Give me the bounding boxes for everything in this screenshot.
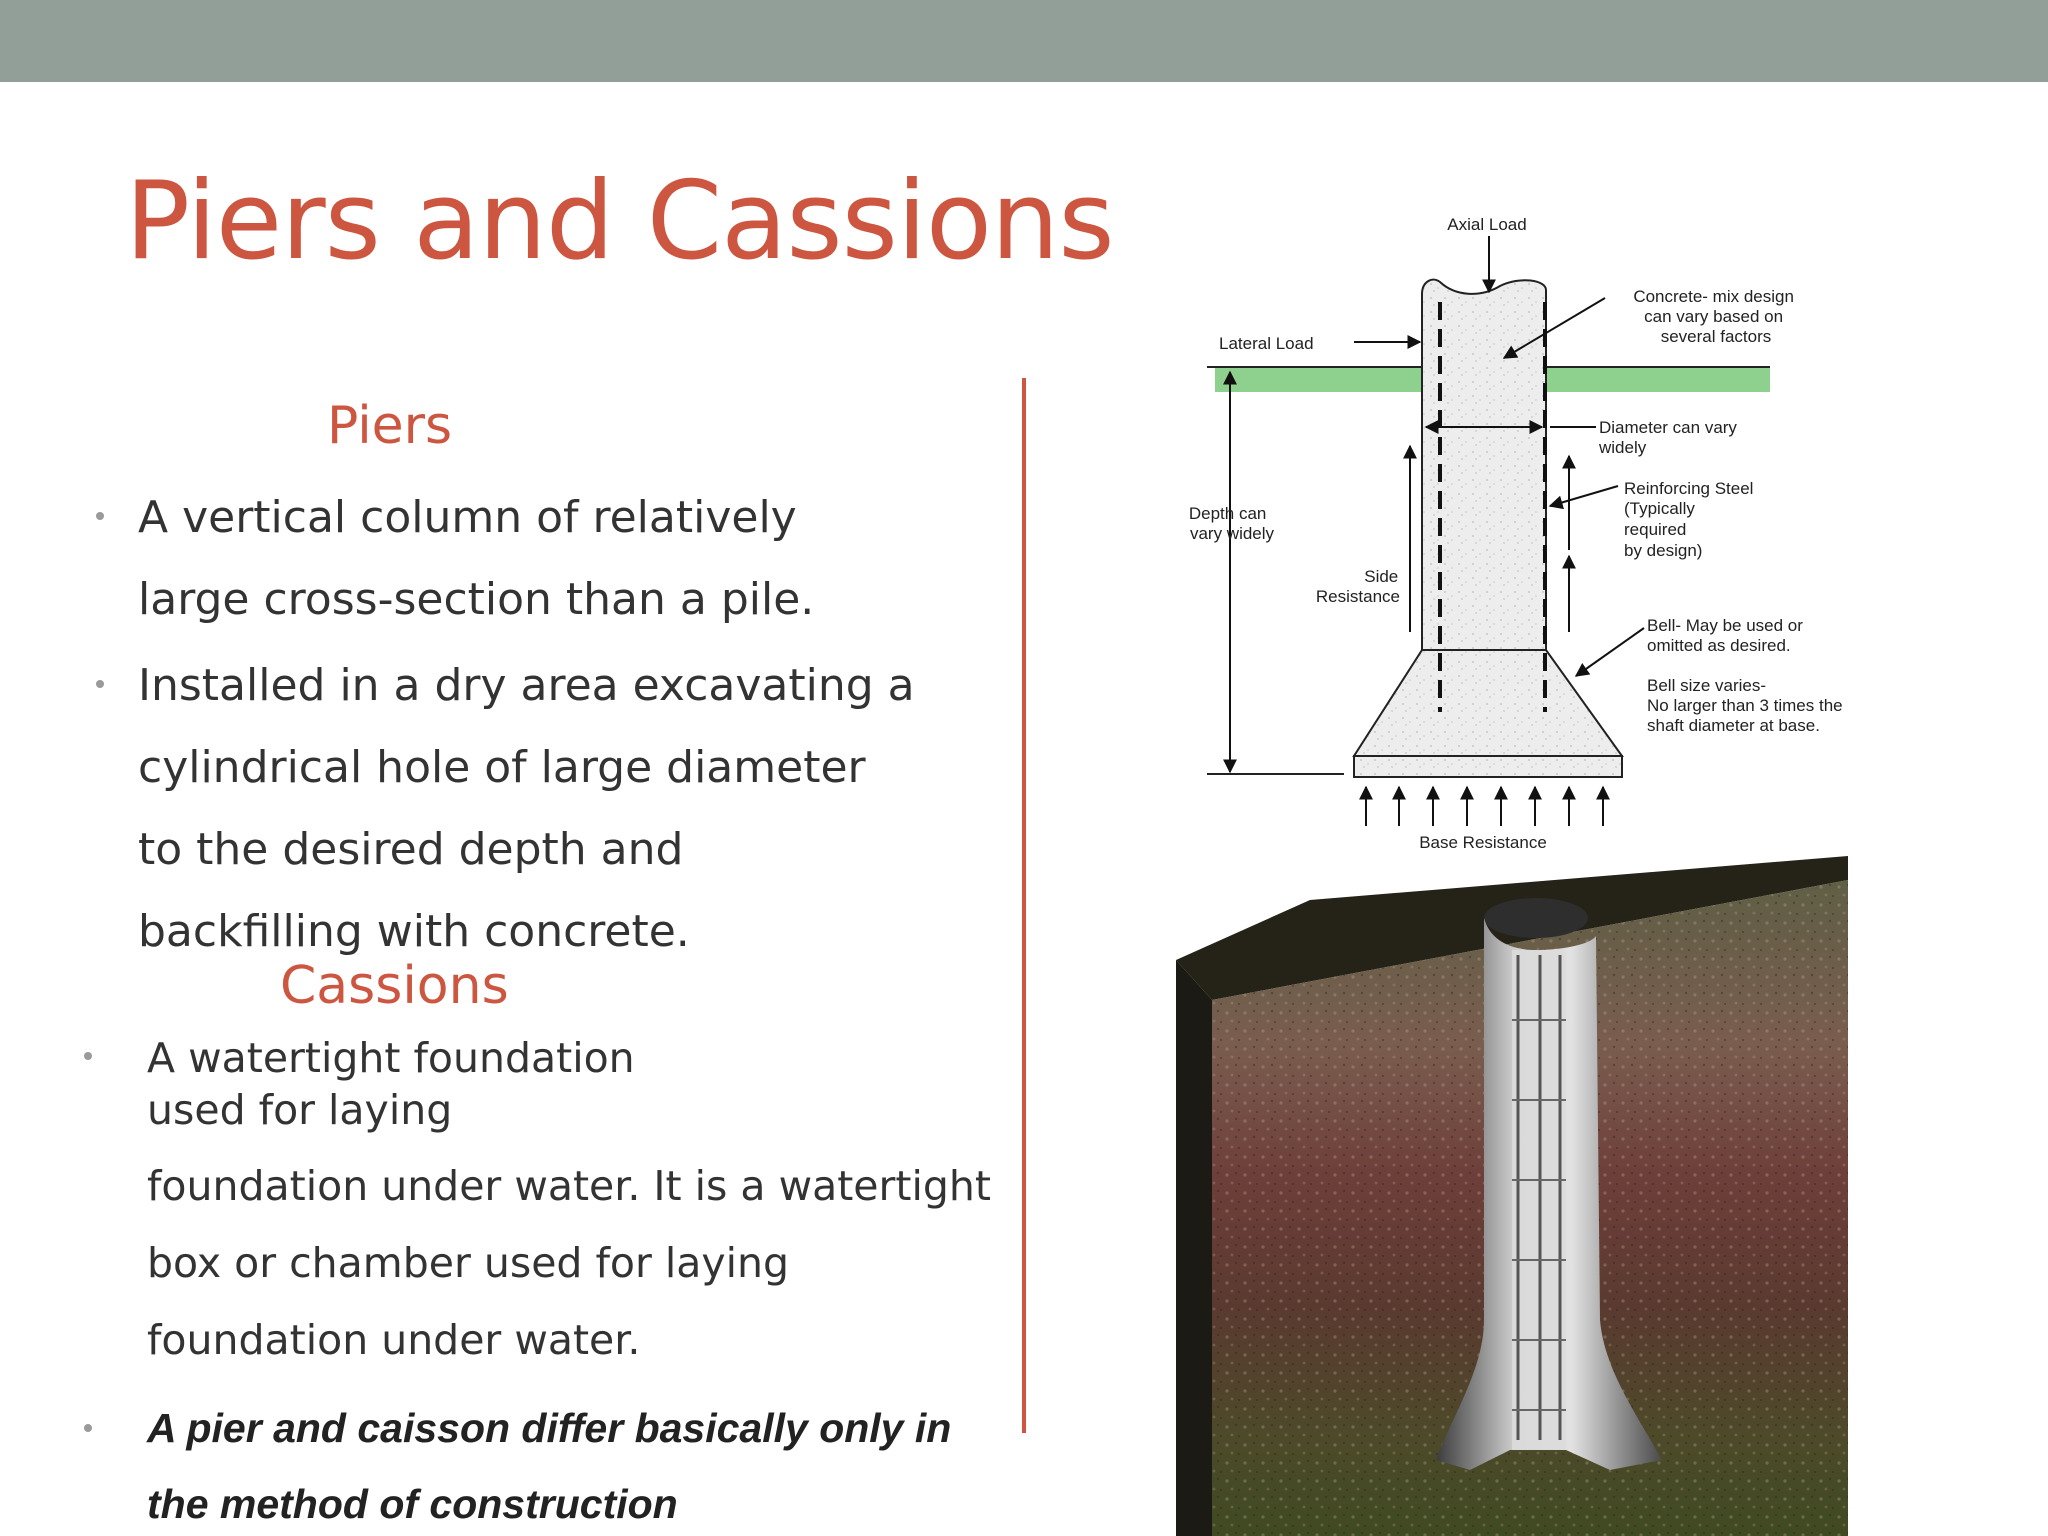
svg-text:Reinforcing Steel (Typical — [1624, 479, 1758, 560]
diameter-note-line: Diameter can vary — [1599, 418, 1737, 437]
piers-bullet-2-line-2: cylindrical hole of large diameter — [138, 742, 866, 793]
svg-text:Diameter can vary widely — [1598, 418, 1742, 457]
bell-size-note-line: Bell size varies- — [1647, 676, 1767, 695]
axial-load-label: Axial Load — [1447, 215, 1527, 234]
concrete-note-line: Concrete- mix design — [1633, 287, 1794, 306]
pier-diagram — [1160, 200, 1920, 860]
piers-bullet-2-line-3: to the desired depth and — [138, 824, 684, 875]
depth-note-line: Depth can — [1188, 504, 1267, 523]
pier-top — [1484, 898, 1588, 938]
bullet-dot — [84, 1424, 92, 1432]
piers-bullet-2-line-4: backfilling with concrete. — [138, 906, 690, 957]
piers-heading: Piers — [327, 396, 453, 456]
diameter-note-line: widely — [1599, 438, 1647, 457]
piers-bullet-1-line-2: large cross-section than a pile. — [138, 574, 815, 625]
cassions-bullet-1-line-4: box or chamber used for laying — [147, 1239, 790, 1287]
top-banner — [0, 0, 2048, 82]
svg-text:Side Resistance — [1316, 567, 1403, 606]
concrete-note-line: several factors — [1660, 327, 1772, 346]
pier-bell — [1354, 650, 1622, 756]
steel-note-line: by design) — [1624, 541, 1703, 560]
cassions-bullet-2-line-2: the method of construction — [147, 1481, 678, 1527]
cassions-bullet-1-line-5: foundation under water. — [147, 1316, 641, 1364]
svg-text:Concrete- mix design can v — [1633, 287, 1798, 346]
steel-note-line: Reinforcing Steel — [1624, 479, 1754, 498]
piers-bullet-1-line-1: A vertical column of relatively — [138, 492, 797, 543]
pier-base — [1354, 756, 1622, 777]
bullet-dot — [84, 1052, 92, 1060]
bell-size-note-line: shaft diameter at base. — [1647, 716, 1820, 735]
svg-text:Bell size varies- No large — [1647, 676, 1847, 735]
base-resistance-label: Base Resistance — [1419, 833, 1547, 852]
piers-bullet-2-line-1: Installed in a dry area excavating a — [138, 660, 915, 711]
concrete-note-line: can vary based on — [1644, 307, 1784, 326]
cassions-heading: Cassions — [280, 956, 509, 1016]
bullet-dot — [96, 680, 104, 688]
side-resistance-line: Side — [1364, 567, 1399, 586]
side-resistance-line: Resistance — [1315, 587, 1400, 606]
bullet-dot — [96, 512, 104, 520]
bell-size-note-line: No larger than 3 times the — [1647, 696, 1843, 715]
cassions-bullet-2-line-1: A pier and caisson differ basically only in — [147, 1405, 952, 1451]
pier-cutaway-illustration — [1176, 856, 1848, 1536]
cassions-bullet-1-line-3: foundation under water. It is a watertight — [147, 1162, 991, 1210]
cassions-bullet-1-line-2: used for laying — [147, 1086, 453, 1134]
lateral-load-label: Lateral Load — [1219, 334, 1314, 353]
cassions-bullet-1-line-1: A watertight foundation — [147, 1034, 635, 1082]
bell-note-line: omitted as desired. — [1647, 636, 1791, 655]
svg-text:Bell- May be used or o — [1647, 616, 1808, 655]
bell-note-line: Bell- May be used or — [1647, 616, 1803, 635]
steel-note-line: (Typically — [1624, 499, 1695, 518]
column-divider — [1022, 378, 1026, 1433]
depth-note-line: vary widely — [1189, 524, 1275, 543]
slide-title: Piers and Cassions — [125, 159, 1114, 284]
steel-note-line: required — [1624, 520, 1687, 539]
svg-text:Depth can vary widely — [1189, 504, 1275, 543]
